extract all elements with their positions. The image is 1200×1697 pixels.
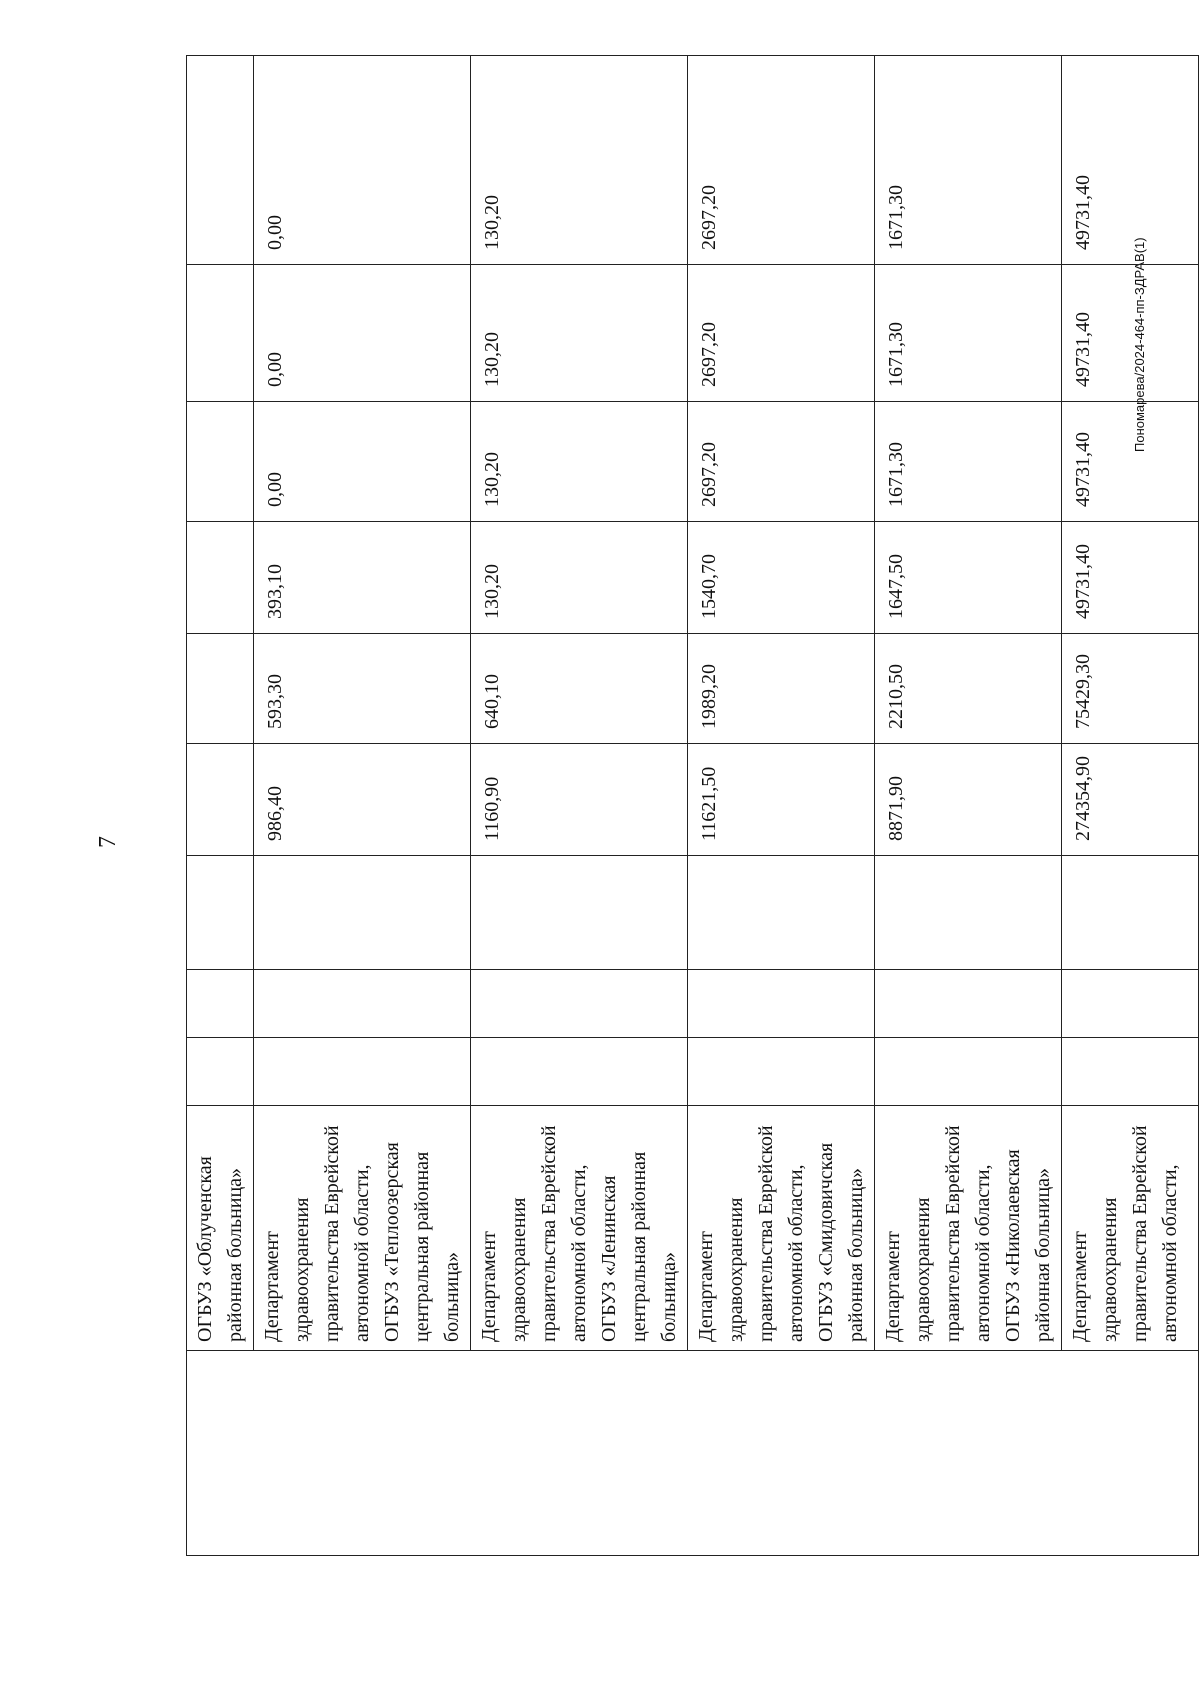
- value-cell: 1671,30: [875, 402, 1062, 522]
- value-cell: 0,00: [254, 56, 471, 265]
- value-cell: 130,20: [471, 265, 688, 402]
- table-row: [471, 56, 688, 1556]
- value-cell: 274354,90: [1062, 744, 1199, 856]
- table-row: [187, 56, 254, 1556]
- value-cell: 1647,50: [875, 522, 1062, 634]
- value-cell: 1540,70: [688, 522, 875, 634]
- value-cell: 49731,40: [1062, 402, 1199, 522]
- value-cell: 11621,50: [688, 744, 875, 856]
- table-cell: [187, 970, 254, 1038]
- value-cell: 0,00: [254, 402, 471, 522]
- org-cell: Департамент здравоохранения правительства Еврейской автономной области, ОГБУЗ «Ленинская центральная районная больница»: [471, 1106, 688, 1351]
- table-cell: [688, 856, 875, 970]
- table-cell: [875, 970, 1062, 1038]
- value-cell: 8871,90: [875, 744, 1062, 856]
- financing-table: [186, 55, 1199, 1556]
- table-cell: [187, 402, 254, 522]
- table-cell: [688, 970, 875, 1038]
- table-cell: [1062, 856, 1199, 970]
- value-cell: 1160,90: [471, 744, 688, 856]
- table-cell: [254, 856, 471, 970]
- org-cell: ОГБУЗ «Облученская районная больница»: [187, 1106, 254, 1351]
- table-cell: [254, 970, 471, 1038]
- table-row: [875, 56, 1062, 1556]
- table-cell: [471, 856, 688, 970]
- table-cell: [187, 634, 254, 744]
- value-cell: 130,20: [471, 402, 688, 522]
- value-cell: 393,10: [254, 522, 471, 634]
- table-cell: [187, 744, 254, 856]
- value-cell: 49731,40: [1062, 522, 1199, 634]
- empty-first-cell: [187, 1351, 1199, 1556]
- org-cell: Департамент здравоохранения правительства Еврейской автономной области,: [1062, 1106, 1199, 1351]
- value-cell: 2697,20: [688, 56, 875, 265]
- value-cell: 2697,20: [688, 402, 875, 522]
- value-cell: 640,10: [471, 634, 688, 744]
- table-cell: [875, 1038, 1062, 1106]
- value-cell: 986,40: [254, 744, 471, 856]
- value-cell: 1671,30: [875, 56, 1062, 265]
- table-cell: [187, 1038, 254, 1106]
- table-cell: [875, 856, 1062, 970]
- table-cell: [471, 970, 688, 1038]
- table-cell: [187, 56, 254, 265]
- org-cell: Департамент здравоохранения правительства Еврейской автономной области, ОГБУЗ «Николаевская районная больница»: [875, 1106, 1062, 1351]
- table-cell: [1062, 970, 1199, 1038]
- table-cell: [1062, 1038, 1199, 1106]
- table-cell: [187, 856, 254, 970]
- value-cell: 1989,20: [688, 634, 875, 744]
- value-cell: 49731,40: [1062, 265, 1199, 402]
- table-row: [254, 56, 471, 1556]
- table-row: [688, 56, 875, 1556]
- org-cell: Департамент здравоохранения правительства Еврейской автономной области, ОГБУЗ «Теплоозерская центральная районная больница»: [254, 1106, 471, 1351]
- value-cell: 0,00: [254, 265, 471, 402]
- table-row: [1062, 56, 1199, 1556]
- org-cell: Департамент здравоохранения правительства Еврейской автономной области, ОГБУЗ «Смидовичская районная больница»: [688, 1106, 875, 1351]
- value-cell: 75429,30: [1062, 634, 1199, 744]
- table-cell: [254, 1038, 471, 1106]
- value-cell: 2210,50: [875, 634, 1062, 744]
- value-cell: 2697,20: [688, 265, 875, 402]
- footer-code: Пономарева/2024-464-пп-ЗДРАВ(1): [1132, 237, 1147, 452]
- page-number: 7: [95, 836, 121, 848]
- value-cell: 130,20: [471, 56, 688, 265]
- value-cell: 130,20: [471, 522, 688, 634]
- table-cell: [187, 522, 254, 634]
- table-cell: [471, 1038, 688, 1106]
- table-cell: [688, 1038, 875, 1106]
- value-cell: 1671,30: [875, 265, 1062, 402]
- table-cell: [187, 265, 254, 402]
- value-cell: 593,30: [254, 634, 471, 744]
- value-cell: 49731,40: [1062, 56, 1199, 265]
